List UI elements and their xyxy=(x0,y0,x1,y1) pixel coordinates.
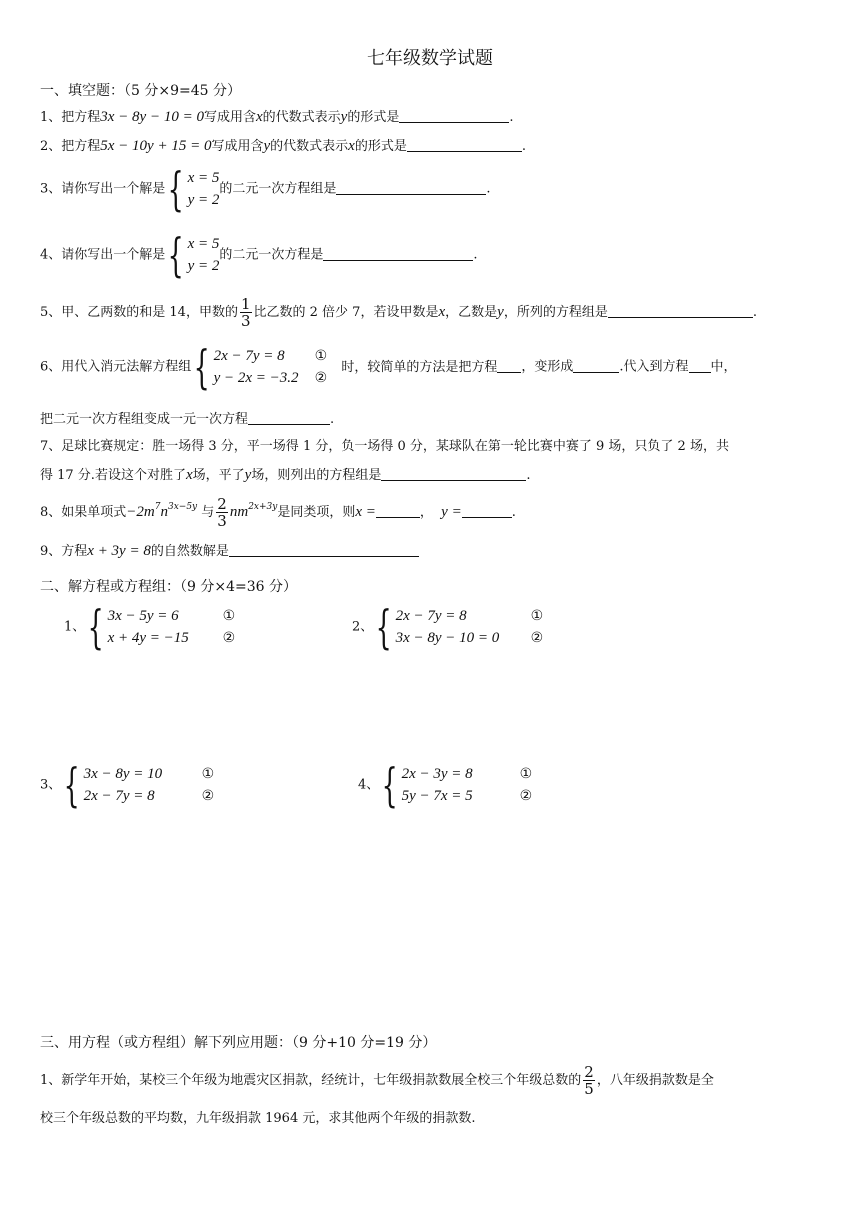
question-5: 5、甲、乙两数的和是 14，甲数的 $\frac{1}{3}$ 比乙数的 2 倍少 7，若设甲数是x，乙数是y，所列的方程组是 . xyxy=(40,295,757,330)
answer-blank[interactable] xyxy=(336,180,486,195)
problem-1: 1、{ 3x − 5y = 6 x + 4y = −15① ② xyxy=(64,600,236,654)
problem-4: 4、{ 2x − 3y = 8 5y − 7x = 5① ② xyxy=(358,758,533,812)
question-7-line-2: 得 17 分.若设这个对胜了x场，平了y场，则列出的方程组是 . xyxy=(40,467,531,483)
answer-blank[interactable] xyxy=(376,503,420,518)
fraction: $\frac{1}{3}$ xyxy=(240,295,251,330)
page-title: 七年级数学试题 xyxy=(367,48,493,69)
question-6: 6、用代入消元法解方程组{ 2x − 7y = 8 y − 2x = −3.2 ① ② 时，较简单的方法是把方程 ，变形成 .代入到方程 中， xyxy=(40,340,737,394)
question-1: 1、把方程3x − 8y − 10 = 0写成用含x的代数式表示y的形式是 . xyxy=(40,109,514,125)
answer-blank[interactable] xyxy=(229,542,419,557)
section-1-heading: 一、填空题：（5 分×9=45 分） xyxy=(40,83,241,99)
question-2: 2、把方程5x − 10y + 15 = 0写成用含y的代数式表示x的形式是 . xyxy=(40,138,526,154)
application-problem-1-line-2: 校三个年级总数的平均数，九年级捐款 1964 元，求其他两个年级的捐款数. xyxy=(40,1111,476,1126)
answer-blank[interactable] xyxy=(248,410,330,425)
fraction: $\frac{2}{3}$ xyxy=(217,495,227,530)
answer-blank[interactable] xyxy=(462,503,512,518)
question-8: 8、如果单项式$-2m^7n^{3x-5y}$ 与 $\frac{2}{3}$ $nm^{2x+3y}$是同类项，则x = ， y = . xyxy=(40,495,516,530)
answer-blank[interactable] xyxy=(407,137,522,152)
answer-blank[interactable] xyxy=(689,358,711,373)
section-2-heading: 二、解方程或方程组：（9 分×4=36 分） xyxy=(40,579,297,595)
fraction: $\frac{2}{5}$ xyxy=(584,1063,594,1098)
problem-2: 2、{ 2x − 7y = 8 3x − 8y − 10 = 0① ② xyxy=(352,600,544,654)
answer-blank[interactable] xyxy=(323,246,473,261)
question-3: 3、请你写出一个解是{ x = 5 y = 2的二元一次方程组是 . xyxy=(40,162,491,216)
answer-blank[interactable] xyxy=(497,358,521,373)
question-4: 4、请你写出一个解是{ x = 5 y = 2的二元一次方程是 . xyxy=(40,228,478,282)
question-6-line-2: 把二元一次方程组变成一元一次方程 . xyxy=(40,412,335,427)
question-9: 9、方程x + 3y = 8的自然数解是 xyxy=(40,542,419,561)
application-problem-1: 1、新学年开始，某校三个年级为地震灾区捐款，经统计，七年级捐款数展全校三个年级总数的 $\frac{2}{5}$ ，八年级捐款数是全 xyxy=(40,1063,714,1098)
answer-blank[interactable] xyxy=(573,358,619,373)
answer-blank[interactable] xyxy=(399,108,509,123)
answer-blank[interactable] xyxy=(381,466,526,481)
answer-blank[interactable] xyxy=(608,303,753,318)
section-3-heading: 三、用方程（或方程组）解下列应用题：（9 分+10 分=19 分） xyxy=(40,1035,437,1051)
question-7: 7、足球比赛规定：胜一场得 3 分，平一场得 1 分，负一场得 0 分，某球队在第一轮比赛中赛了 9 场，只负了 2 场，共 xyxy=(40,439,729,454)
problem-3: 3、{ 3x − 8y = 10 2x − 7y = 8① ② xyxy=(40,758,215,812)
